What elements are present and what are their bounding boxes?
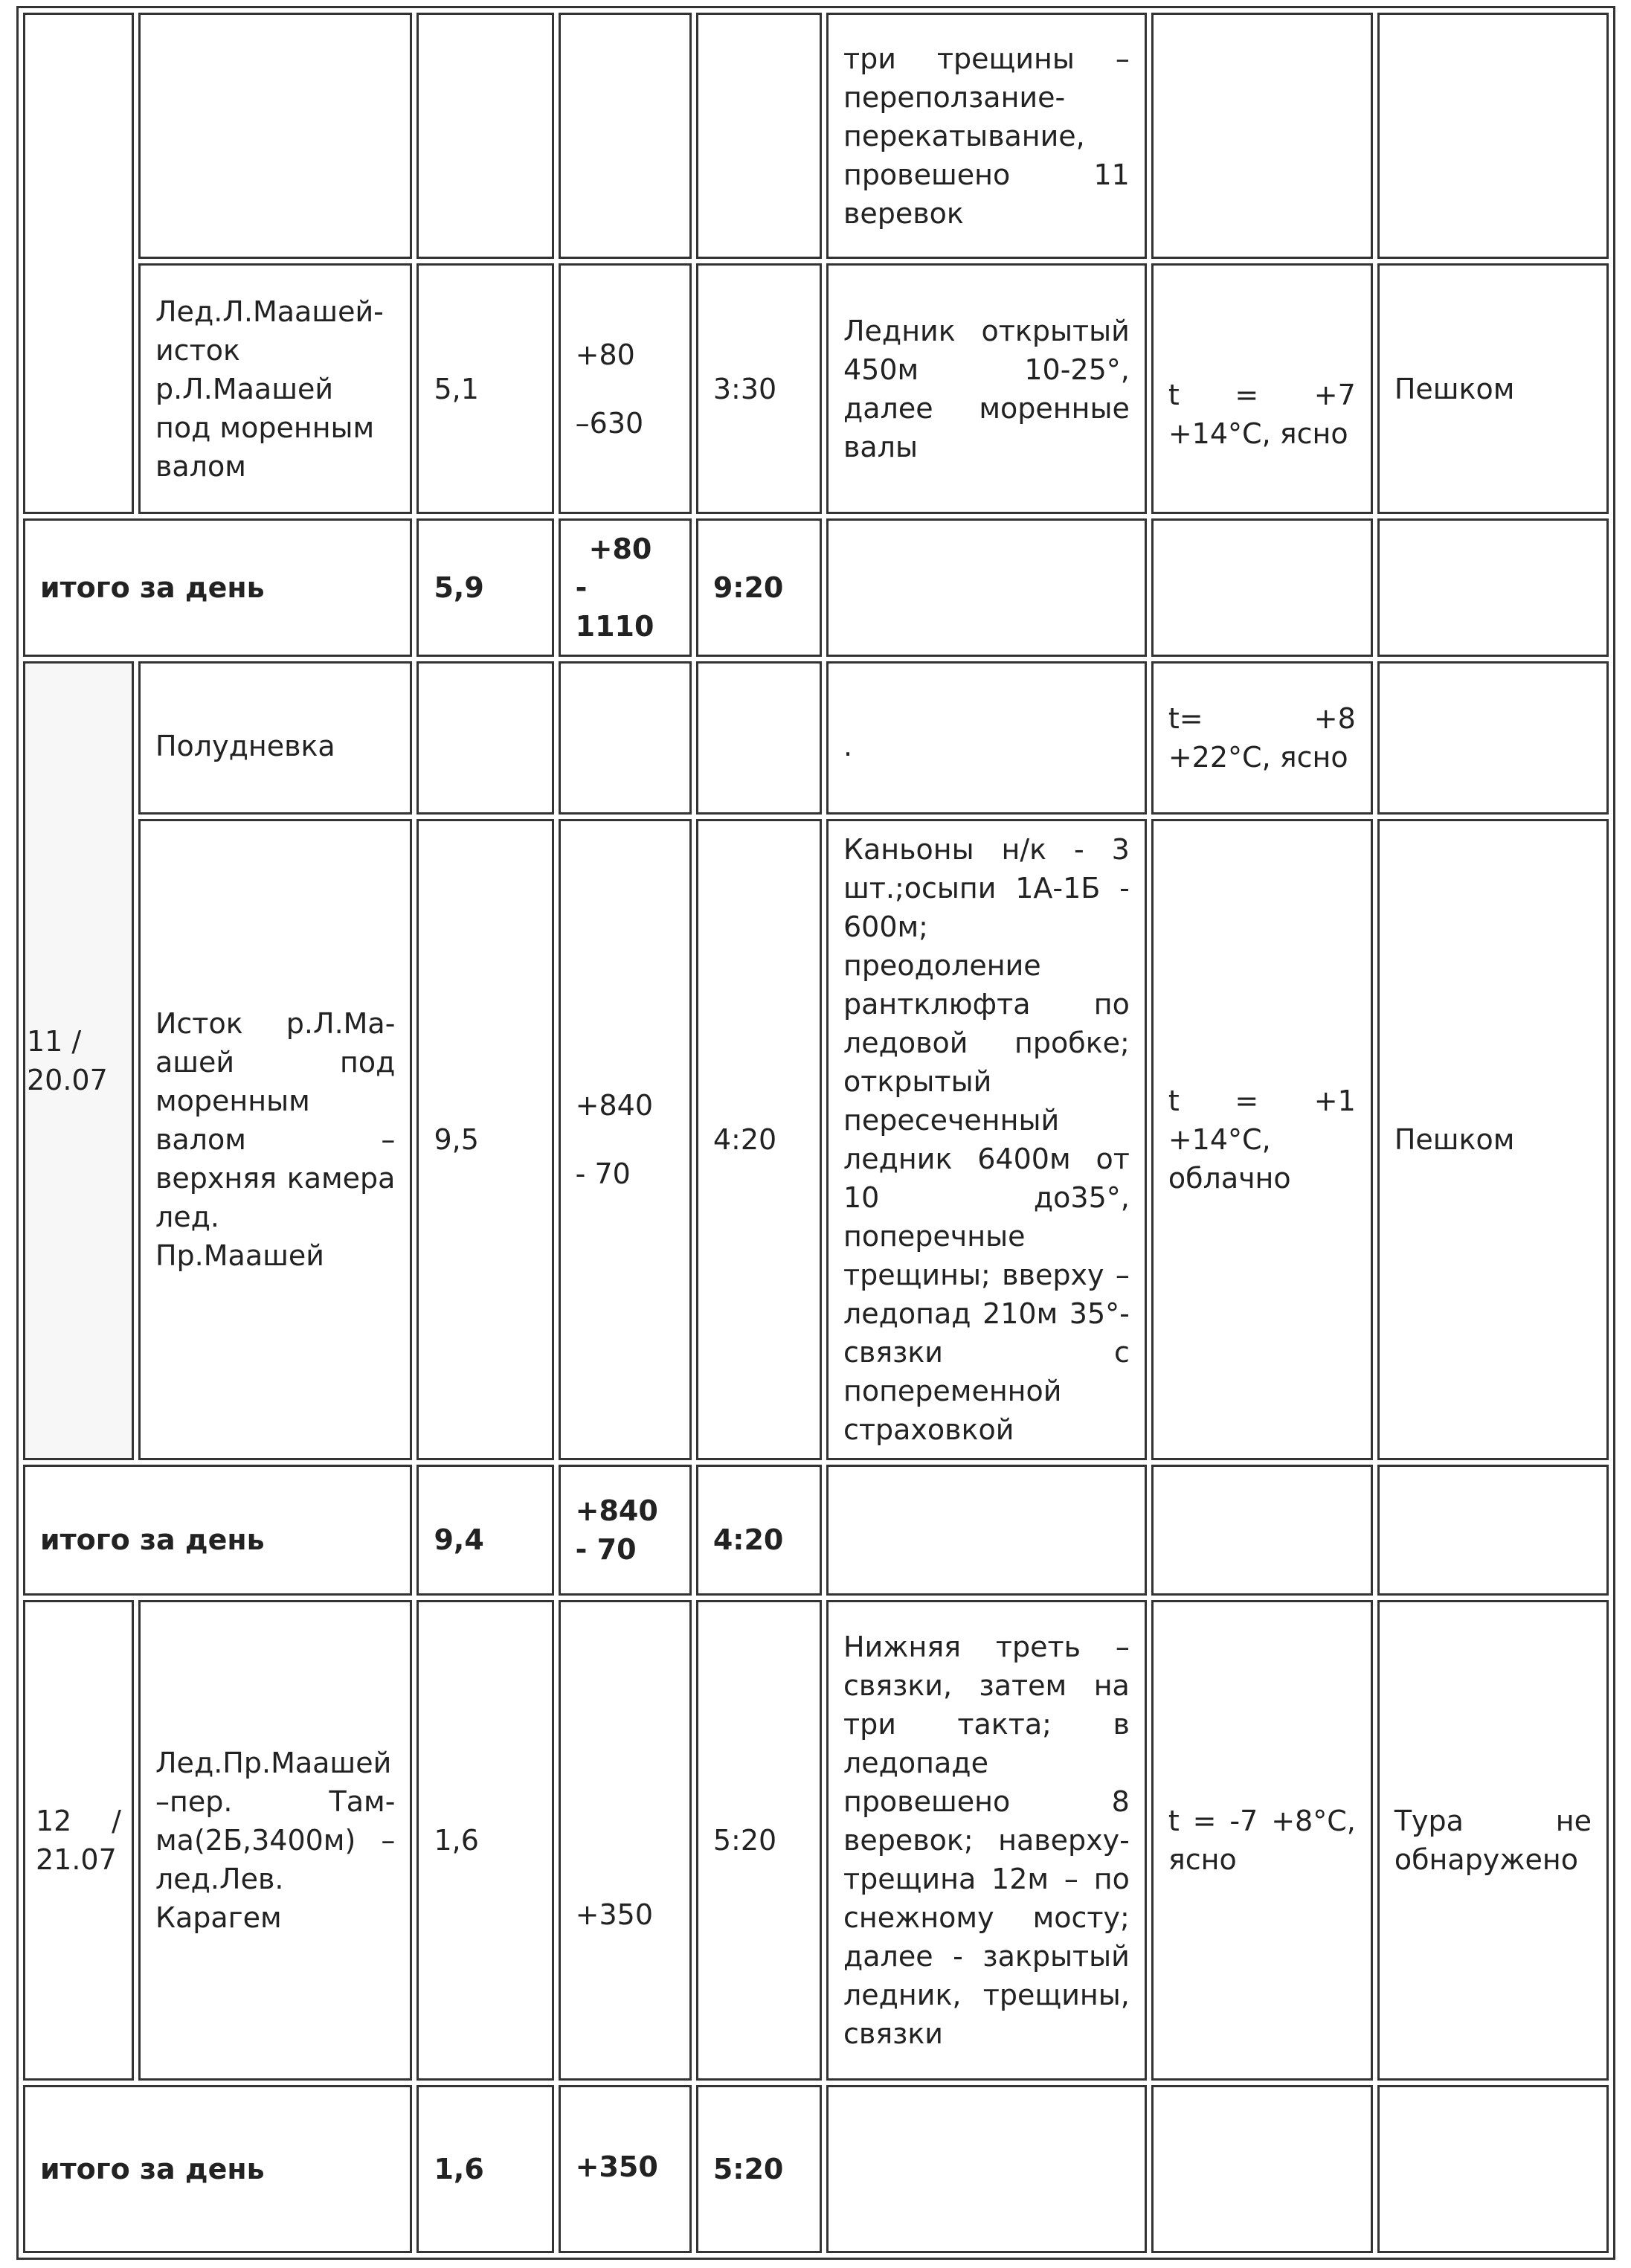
elevation-cell xyxy=(559,13,692,259)
weather-cell: t= +8 +22°С, ясно xyxy=(1151,661,1373,815)
total-time: 4:20 xyxy=(696,1465,822,1596)
segment-cell: Исток р.Л.Ма-ашей под моренным валом – верхняя камера лед. Пр.Маашей xyxy=(138,819,412,1460)
total-row xyxy=(23,2085,1609,2253)
total-time: 9:20 xyxy=(696,518,822,657)
total-label: итого за день xyxy=(23,518,412,657)
empty-cell xyxy=(826,1465,1147,1596)
segment-cell xyxy=(138,13,412,259)
segment-cell: Лед.Л.Маашей-исток р.Л.Маашей под моренным валом xyxy=(138,263,412,514)
elevation-up: +840 xyxy=(575,1089,654,1122)
elevation-up: +80 xyxy=(588,533,652,565)
table-row xyxy=(23,13,1609,259)
distance-cell xyxy=(416,13,553,259)
total-row xyxy=(23,518,1609,657)
movement-cell: Пешком xyxy=(1377,263,1609,514)
date-cell: 12 / 21.07 xyxy=(23,1600,134,2081)
weather-cell: t = -7 +8°С, ясно xyxy=(1151,1600,1373,2081)
description-cell: . xyxy=(826,661,1147,815)
table-row xyxy=(23,263,1609,514)
distance-cell: 5,1 xyxy=(416,263,553,514)
empty-cell xyxy=(1377,1465,1609,1596)
empty-cell xyxy=(1377,518,1609,657)
empty-cell xyxy=(826,2085,1147,2253)
weather-cell: t = +1 +14°С, облачно xyxy=(1151,819,1373,1460)
total-label: итого за день xyxy=(23,2085,412,2253)
distance-cell: 9,5 xyxy=(416,819,553,1460)
movement-cell: Пешком xyxy=(1377,819,1609,1460)
elevation-up: +840 xyxy=(575,1494,658,1527)
time-cell xyxy=(696,661,822,815)
elevation-cell xyxy=(559,263,692,514)
table-row xyxy=(23,819,1609,1460)
elevation-down: - 70 xyxy=(575,1533,637,1566)
distance-cell: 1,6 xyxy=(416,1600,553,2081)
description-cell: Нижняя треть – связки, затем на три такта; в ледопаде провешено 8 веревок; наверху-трещина 12м – по снежному мосту; далее - закрытый ледник, трещины, связки xyxy=(826,1600,1147,2081)
weather-cell: t = +7 +14°С, ясно xyxy=(1151,263,1373,514)
total-elevation: +350 xyxy=(559,2085,692,2253)
table-row xyxy=(23,661,1609,815)
segment-cell: Лед.Пр.Маашей –пер. Там-ма(2Б,3400м) – лед.Лев. Карагем xyxy=(138,1600,412,2081)
date-cell xyxy=(23,13,134,514)
elevation-cell: +350 xyxy=(559,1600,692,2081)
total-time: 5:20 xyxy=(696,2085,822,2253)
elevation-cell xyxy=(559,661,692,815)
weather-cell xyxy=(1151,13,1373,259)
movement-cell xyxy=(1377,661,1609,815)
movement-cell xyxy=(1377,13,1609,259)
route-table xyxy=(16,6,1615,2260)
time-cell: 4:20 xyxy=(696,819,822,1460)
total-label: итого за день xyxy=(23,1465,412,1596)
elevation-cell xyxy=(559,819,692,1460)
description-cell: Каньоны н/к - 3 шт.;осыпи 1А-1Б - 600м; преодоление рантклюфта по ледовой пробке; открытый пересеченный ледник 6400м от 10 до35°, поперечные трещины; вверху – ледопад 210м 35°-связки с попеременной страховкой xyxy=(826,819,1147,1460)
empty-cell xyxy=(1151,1465,1373,1596)
elevation-down: - 70 xyxy=(575,1157,631,1190)
time-cell: 3:30 xyxy=(696,263,822,514)
total-distance: 9,4 xyxy=(416,1465,553,1596)
total-distance: 1,6 xyxy=(416,2085,553,2253)
elevation-down: –630 xyxy=(575,406,644,440)
segment-cell: Полудневка xyxy=(138,661,412,815)
total-distance: 5,9 xyxy=(416,518,553,657)
total-elevation xyxy=(559,1465,692,1596)
time-cell: 5:20 xyxy=(696,1600,822,2081)
total-elevation xyxy=(559,518,692,657)
elevation-up: +80 xyxy=(575,338,635,371)
total-row xyxy=(23,1465,1609,1596)
movement-cell: Тура не обнаружено xyxy=(1377,1600,1609,2081)
empty-cell xyxy=(1151,2085,1373,2253)
time-cell xyxy=(696,13,822,259)
empty-cell xyxy=(826,518,1147,657)
elevation-down: - 1110 xyxy=(575,571,654,643)
empty-cell xyxy=(1377,2085,1609,2253)
empty-cell xyxy=(1151,518,1373,657)
table-row xyxy=(23,1600,1609,2081)
distance-cell xyxy=(416,661,553,815)
description-cell: Ледник открытый 450м 10-25°, далее моренные валы xyxy=(826,263,1147,514)
date-cell: 11 / 20.07 xyxy=(23,661,134,1460)
description-cell: три трещины – переползание-перекатывание, провешено 11 веревок xyxy=(826,13,1147,259)
